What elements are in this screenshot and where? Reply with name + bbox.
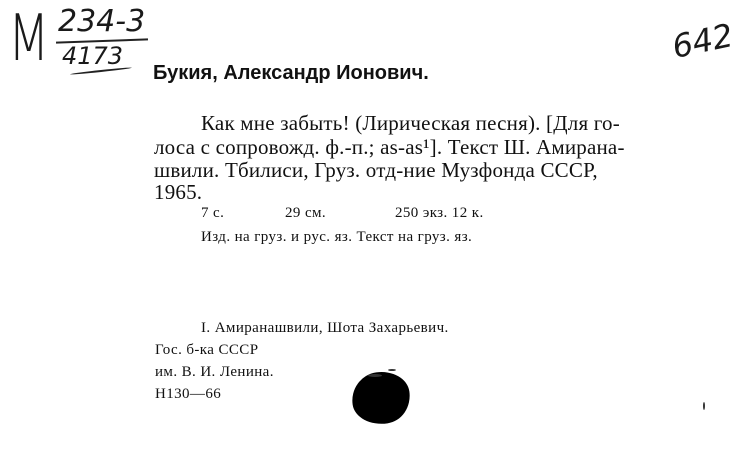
description-line-4: 1965. [154,180,203,204]
handwritten-shelf-bottom: 4173 [62,42,124,70]
description-line-1: Как мне забыть! (Лирическая песня). [Для го- [201,111,620,135]
ink-blot [349,368,414,428]
description-line-3: швили. Тбилиси, Груз. отд-ние Музфонда СССР, [154,158,598,182]
added-entry: I. Амиранашвили, Шота Захарьевич. [201,320,449,336]
language-note: Изд. на груз. и рус. яз. Текст на груз. яз. [201,229,473,245]
library-line-3: Н130—66 [155,386,222,402]
ink-speck [368,374,382,377]
handwritten-call-letter: М [8,2,50,76]
ink-speck [703,402,705,410]
collation-size: 29 см. [285,205,327,221]
author-heading: Букия, Александр Ионович. [153,62,429,84]
collation-pages: 7 с. [201,205,225,221]
handwritten-shelf-top: 234-3 [58,4,146,39]
handwritten-corner-number: 642 [668,16,737,66]
library-line-2: им. В. И. Ленина. [155,364,274,380]
library-line-1: Гос. б-ка СССР [155,342,259,358]
collation-print-run: 250 экз. 12 к. [395,205,484,221]
ink-speck [388,369,396,371]
description-line-2: лоса с сопровожд. ф.-п.; as-as¹]. Текст Ш. Амирана- [154,135,625,159]
